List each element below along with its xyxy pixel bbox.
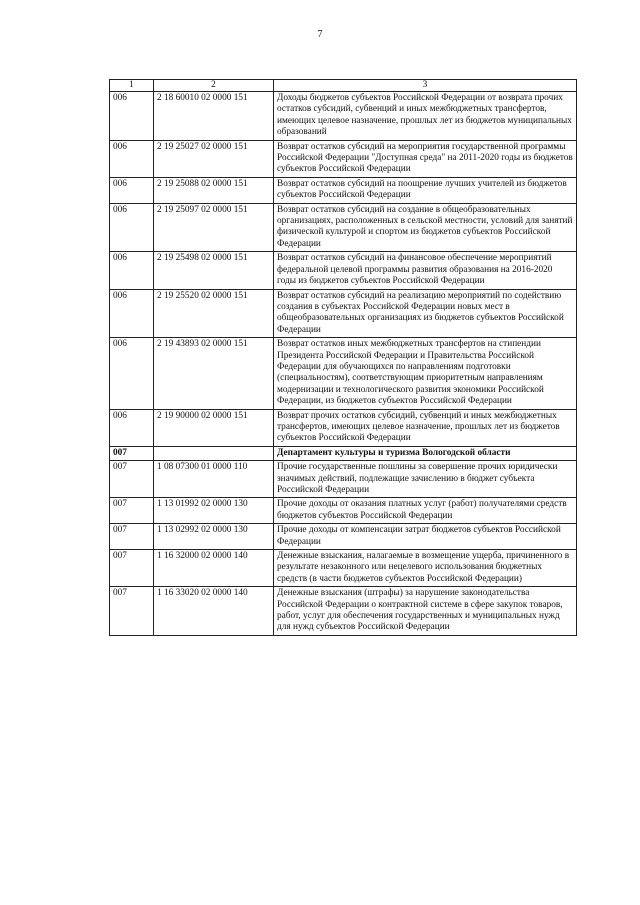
revenue-name-cell: Возврат остатков субсидий на реализацию мероприятий по содействию создания в субъектах Российской Федерации новых мест в общеобразовательных организациях из бюджетов субъектов Российской Федерации <box>274 289 577 338</box>
table-row <box>110 338 577 409</box>
admin-code-cell: 007 <box>110 446 154 460</box>
admin-code-cell: 006 <box>110 252 154 289</box>
revenue-name-cell: Прочие доходы от компенсации затрат бюджетов субъектов Российской Федерации <box>274 524 577 550</box>
admin-code-cell: 006 <box>110 289 154 338</box>
revenue-name-cell: Доходы бюджетов субъектов Российской Федерации от возврата прочих остатков субсидий, субвенций и иных межбюджетных трансфертов, имеющих целевое назначение, прошлых лет из бюджетов муниципальных образований <box>274 92 577 141</box>
header-col-1: 1 <box>110 80 154 92</box>
admin-code-cell: 007 <box>110 587 154 636</box>
admin-code-cell: 006 <box>110 177 154 203</box>
revenue-name-cell: Возврат прочих остатков субсидий, субвенций и иных межбюджетных трансфертов, имеющих целевое назначение, прошлых лет из бюджетов субъектов Российской Федерации <box>274 409 577 446</box>
header-col-2: 2 <box>154 80 274 92</box>
budget-code-cell: 1 13 01992 02 0000 130 <box>154 498 274 524</box>
budget-code-cell: 2 19 25097 02 0000 151 <box>154 203 274 252</box>
budget-code-cell: 2 19 43893 02 0000 151 <box>154 338 274 409</box>
budget-code-cell: 2 19 25027 02 0000 151 <box>154 140 274 177</box>
table-row <box>110 92 577 141</box>
admin-code-cell: 007 <box>110 461 154 498</box>
admin-code-cell: 007 <box>110 524 154 550</box>
revenue-name-cell: Прочие государственные пошлины за совершение прочих юридически значимых действий, подлежащие зачислению в бюджет субъекта Российской Федерации <box>274 461 577 498</box>
revenue-name-cell: Денежные взыскания (штрафы) за нарушение законодательства Российской Федерации о контрактной системе в сфере закупок товаров, работ, услуг для обеспечения государственных и муниципальных нужд для нужд субъектов Российской Федерации <box>274 587 577 636</box>
admin-code-cell: 006 <box>110 203 154 252</box>
table-row <box>110 409 577 446</box>
budget-code-cell: 2 19 25520 02 0000 151 <box>154 289 274 338</box>
revenue-name-cell: Возврат остатков субсидий на мероприятия государственной программы Российской Федерации "Доступная среда" на 2011-2020 годы из бюджетов субъектов Российской Федерации <box>274 140 577 177</box>
admin-code-cell: 007 <box>110 550 154 587</box>
table-body <box>110 80 577 636</box>
admin-code-cell: 006 <box>110 409 154 446</box>
table-row <box>110 550 577 587</box>
revenue-name-cell: Департамент культуры и туризма Вологодской области <box>274 446 577 460</box>
department-row <box>110 446 577 460</box>
budget-code-cell: 1 16 32000 02 0000 140 <box>154 550 274 587</box>
budget-code-cell: 1 13 02992 02 0000 130 <box>154 524 274 550</box>
budget-code-cell: 2 19 25498 02 0000 151 <box>154 252 274 289</box>
revenue-name-cell: Возврат остатков субсидий на поощрение лучших учителей из бюджетов субъектов Российской Федерации <box>274 177 577 203</box>
budget-code-cell: 2 19 25088 02 0000 151 <box>154 177 274 203</box>
table-row <box>110 498 577 524</box>
table-row <box>110 177 577 203</box>
table-row <box>110 524 577 550</box>
admin-code-cell: 006 <box>110 140 154 177</box>
budget-code-cell: 2 19 90000 02 0000 151 <box>154 409 274 446</box>
revenue-codes-table <box>109 79 577 636</box>
budget-code-cell: 2 18 60010 02 0000 151 <box>154 92 274 141</box>
header-row <box>110 80 577 92</box>
table-row <box>110 252 577 289</box>
admin-code-cell: 006 <box>110 92 154 141</box>
budget-code-cell: 1 16 33020 02 0000 140 <box>154 587 274 636</box>
admin-code-cell: 006 <box>110 338 154 409</box>
revenue-name-cell: Прочие доходы от оказания платных услуг (работ) получателями средств бюджетов субъектов Российской Федерации <box>274 498 577 524</box>
budget-code-cell: 1 08 07300 01 0000 110 <box>154 461 274 498</box>
revenue-name-cell: Возврат остатков иных межбюджетных трансфертов на стипендии Президента Российской Федерации и Правительства Российской Федерации для обучающихся по направлениям подготовки (специальностям), соответствующим приоритетным направлениям модернизации и технологического развития экономики Российской Федерации, из бюджетов субъектов Российской Федерации <box>274 338 577 409</box>
revenue-name-cell: Возврат остатков субсидий на финансовое обеспечение мероприятий федеральной целевой программы развития образования на 2016-2020 годы из бюджетов субъектов Российской Федерации <box>274 252 577 289</box>
budget-code-cell <box>154 446 274 460</box>
table-row <box>110 289 577 338</box>
table-row <box>110 140 577 177</box>
admin-code-cell: 007 <box>110 498 154 524</box>
page-number: 7 <box>317 29 323 40</box>
header-col-3: 3 <box>274 80 577 92</box>
table-row <box>110 461 577 498</box>
revenue-name-cell: Денежные взыскания, налагаемые в возмещение ущерба, причиненного в результате незаконного или нецелевого использования бюджетных средств (в части бюджетов субъектов Российской Федерации) <box>274 550 577 587</box>
table-row <box>110 587 577 636</box>
table-row <box>110 203 577 252</box>
revenue-name-cell: Возврат остатков субсидий на создание в общеобразовательных организациях, расположенных в сельской местности, условий для занятий физической культурой и спортом из бюджетов субъектов Российской Федерации <box>274 203 577 252</box>
